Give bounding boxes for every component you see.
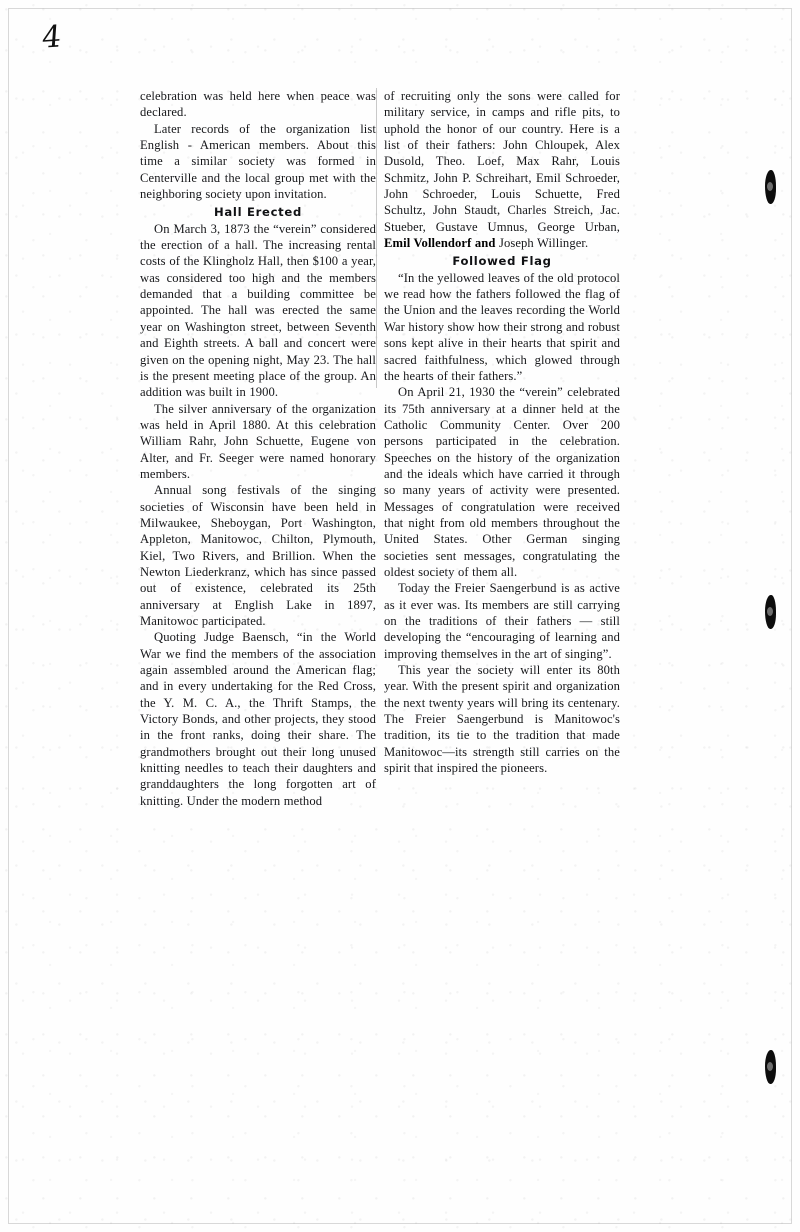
paragraph: celebration was held here when peace was declared.: [140, 89, 376, 120]
paragraph: Annual song festivals of the singing societies of Wisconsin have been held in Milwaukee, Sheboygan, Port Washington, Appleton, Manitowoc, Chilton, Plymouth, Kiel, Two Rivers, and Brillion. When the Newton Liederkranz, which has since passed out of existence, celebrated its 25th anniversary at English Lake in 1897, Manitowoc participated.: [140, 483, 376, 628]
page-frame-bottom-edge: [8, 1223, 792, 1224]
section-subheading-hall-erected: Hall Erected: [214, 205, 302, 220]
paragraph: The silver anniversary of the organization was held in April 1880. At this celebration William Rahr, John Schuette, Eugene von Alter, and Fr. Seeger were named honorary members.: [140, 401, 376, 481]
article-column-right: [384, 88, 620, 776]
paragraph: On March 3, 1873 the “verein” considered the erection of a hall. The increasing rental costs of the Klingholz Hall, then $100 a year, was considered too high and the members demanded that a building committee be appointed. The hall was erected the same year on Washington street, between Seventh and Eighth streets. A ball and concert were given on the opening night, May 23. The hall is the present meeting place of the group. An addition was built in 1900.: [140, 221, 376, 400]
column-divider-rule: [376, 88, 377, 388]
binder-punch-mark: [765, 170, 776, 204]
paragraph-text-emphasis: Emil Vollendorf and: [384, 236, 499, 251]
paragraph-text-tail: Joseph Willinger.: [498, 236, 589, 251]
binder-punch-mark: [765, 595, 776, 629]
handwritten-page-number: 4: [40, 19, 62, 56]
paragraph: “In the yellowed leaves of the old protocol we read how the fathers followed the flag of the Union and the leaves recording the World War history show how their strong and robust sons kept alive in their hearts that spirit and sacred faithfulness, which glowed through the hearts of their fathers.”: [384, 270, 620, 383]
paragraph: On April 21, 1930 the “verein” celebrated its 75th anniversary at a dinner held at the Catholic Community Center. Over 200 persons participated in the celebration. Speeches on the history of the organization and the ideals which have carried it through so many years of activity were presented. Messages of congratulation were received that night from old members throughout the United States. Other German singing societies sent messages, congratulating the oldest society of them all.: [384, 385, 620, 579]
paragraph: [384, 88, 620, 251]
paragraph: This year the society will enter its 80th year. With the present spirit and organization the next twenty years will bring its centenary. The Freier Saengerbund is Manitowoc's tradition, its tie to the tradition that made Manitowoc—its strength still carries on the spirit that inspired the pioneers.: [384, 663, 620, 776]
article-column-left: [140, 88, 376, 809]
page-frame-left-edge: [8, 8, 9, 1224]
paragraph: Today the Freier Saengerbund is as active as it ever was. Its members are still carrying on the traditions of their fathers — still developing the “encouraging of learning and improving themselves in the art of singing”.: [384, 581, 620, 661]
page-frame-right-edge: [791, 8, 792, 1224]
paragraph: Later records of the organization list English - American members. About this time a similar society was formed in Centerville and the local group met with the neighboring society upon invitation.: [140, 121, 376, 202]
section-subheading-followed-flag: Followed Flag: [452, 254, 552, 269]
page-frame-top-edge: [8, 8, 792, 9]
paragraph-text-lead: of recruiting only the sons were called for military service, in camps and rifle pits, to uphold the honor of our country. Here is a list of their fathers: John Chloupek, Alex Dusold, Theo. Loef, Max Rahr, Louis Schmitz, John P. Schreihart, Emil Schroeder, John Schroeder, Louis Schuette, Fred Schultz, John Staudt, Charles Streich, Jac. Stueber, Gustave Umnus, George Urban,: [384, 89, 620, 234]
binder-punch-mark: [765, 1050, 776, 1084]
paragraph: Quoting Judge Baensch, “in the World War we find the members of the association again assembled around the American flag; and in every undertaking for the Red Cross, the Y. M. C. A., the Thrift Stamps, the Victory Bonds, and other projects, they stood in the front ranks, doing their share. The grandmothers brought out their long unused knitting needles to teach their daughters and granddaughters the long forgotten art of knitting. Under the modern method: [140, 630, 376, 808]
